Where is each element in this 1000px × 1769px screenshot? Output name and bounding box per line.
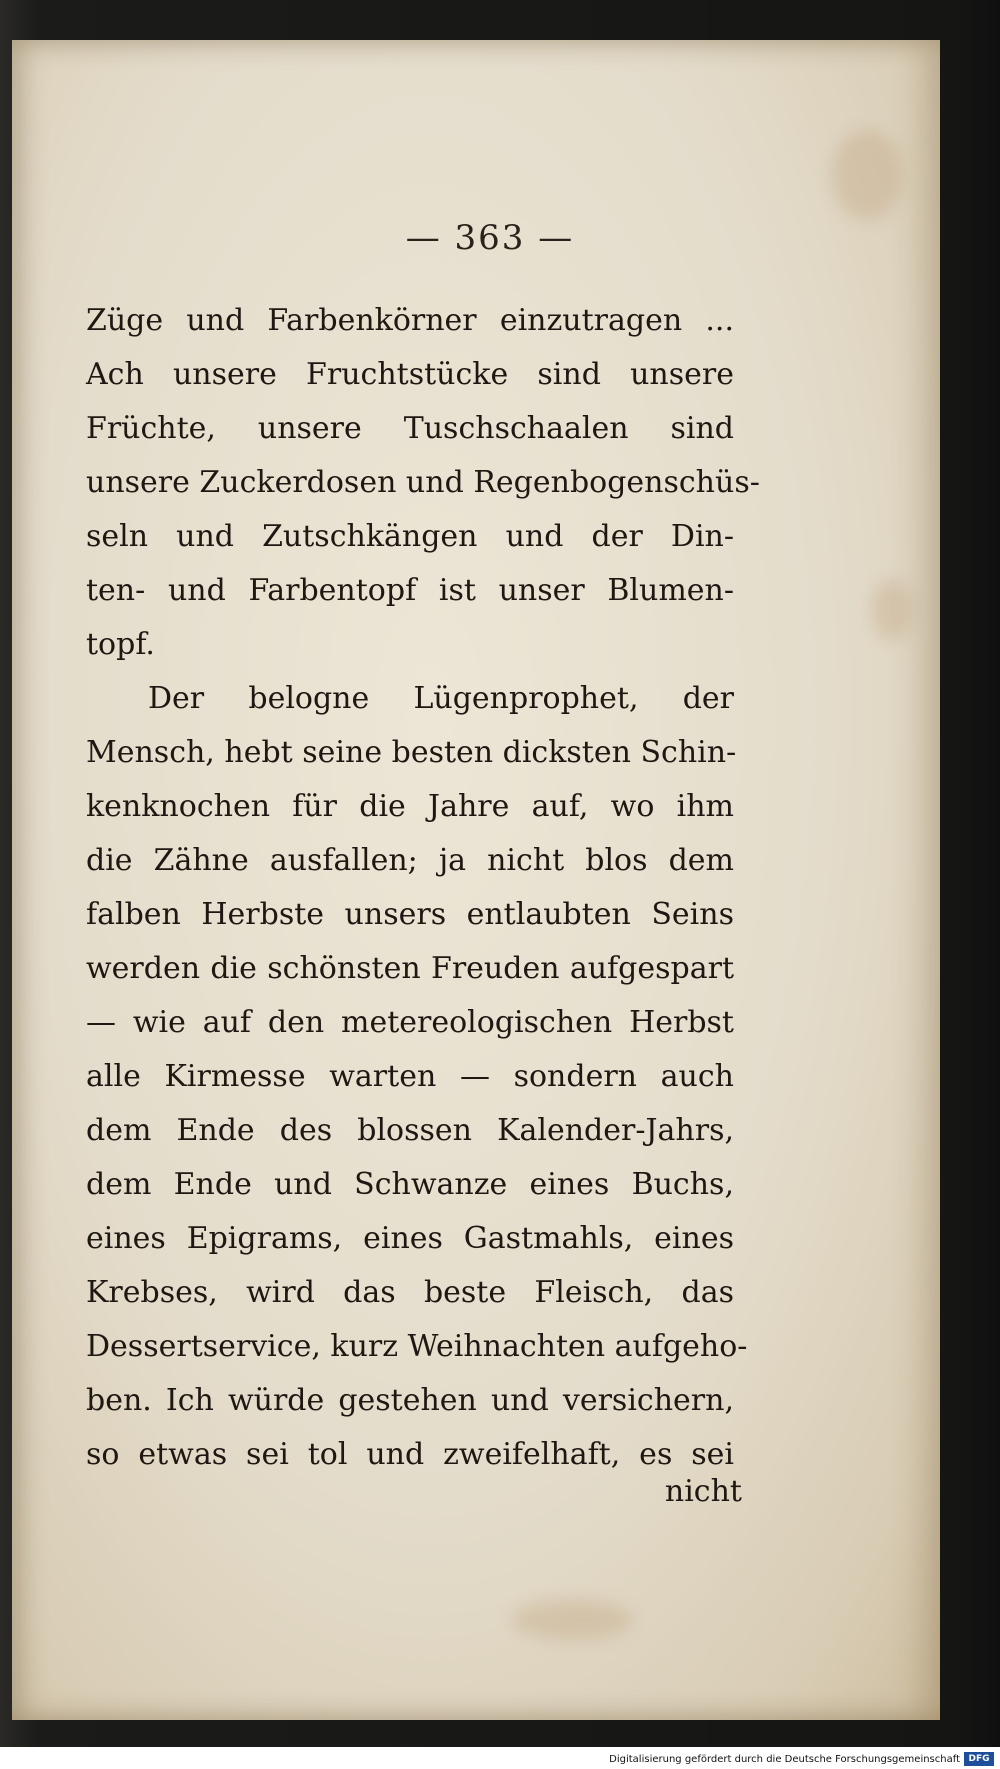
text-line: kenknochen für die Jahre auf, wo ihm — [86, 789, 734, 824]
text-line: so etwas sei tol und zweifelhaft, es sei — [86, 1437, 734, 1472]
text-line: alle Kirmesse warten — sondern auch — [86, 1059, 734, 1094]
text-line: seln und Zutschkängen und der Din- — [86, 519, 734, 554]
text-line: falben Herbste unsers entlaubten Seins — [86, 897, 734, 932]
text-line: eines Epigrams, eines Gastmahls, eines — [86, 1221, 734, 1256]
text-line: ben. Ich würde gestehen und versichern, — [86, 1383, 734, 1418]
funding-credit: Digitalisierung gefördert durch die Deutsche Forschungsgemeinschaft — [609, 1754, 960, 1765]
paper-stain — [872, 580, 912, 640]
text-line: topf. — [86, 627, 155, 662]
paper-stain — [512, 1600, 632, 1640]
text-line: unsere Zuckerdosen und Regenbogenschüs- — [86, 465, 760, 500]
catchword: nicht — [664, 1474, 742, 1509]
text-line: dem Ende des blossen Kalender-Jahrs, — [86, 1113, 734, 1148]
footer-strip — [0, 1747, 1000, 1769]
text-line: Züge und Farbenkörner einzutragen ... — [86, 303, 734, 338]
text-line: die Zähne ausfallen; ja nicht blos dem — [86, 843, 734, 878]
dfg-logo: DFG — [964, 1752, 994, 1766]
text-line: Früchte, unsere Tuschschaalen sind — [86, 411, 734, 446]
paper-stain — [832, 130, 902, 220]
page-number: — 363 — — [405, 218, 575, 258]
text-line: Der belogne Lügenprophet, der — [148, 681, 734, 716]
text-line: Krebses, wird das beste Fleisch, das — [86, 1275, 734, 1310]
text-line: Mensch, hebt seine besten dicksten Schin- — [86, 735, 737, 770]
page-text — [86, 294, 760, 1482]
text-line: Ach unsere Fruchtstücke sind unsere — [86, 357, 734, 392]
text-line: Dessertservice, kurz Weihnachten aufgeho- — [86, 1329, 748, 1364]
text-line: werden die schönsten Freuden aufgespart — [86, 951, 734, 986]
text-line: ten- und Farbentopf ist unser Blumen- — [86, 573, 734, 608]
text-line: dem Ende und Schwanze eines Buchs, — [86, 1167, 734, 1202]
text-line: — wie auf den metereologischen Herbst — [86, 1005, 734, 1040]
